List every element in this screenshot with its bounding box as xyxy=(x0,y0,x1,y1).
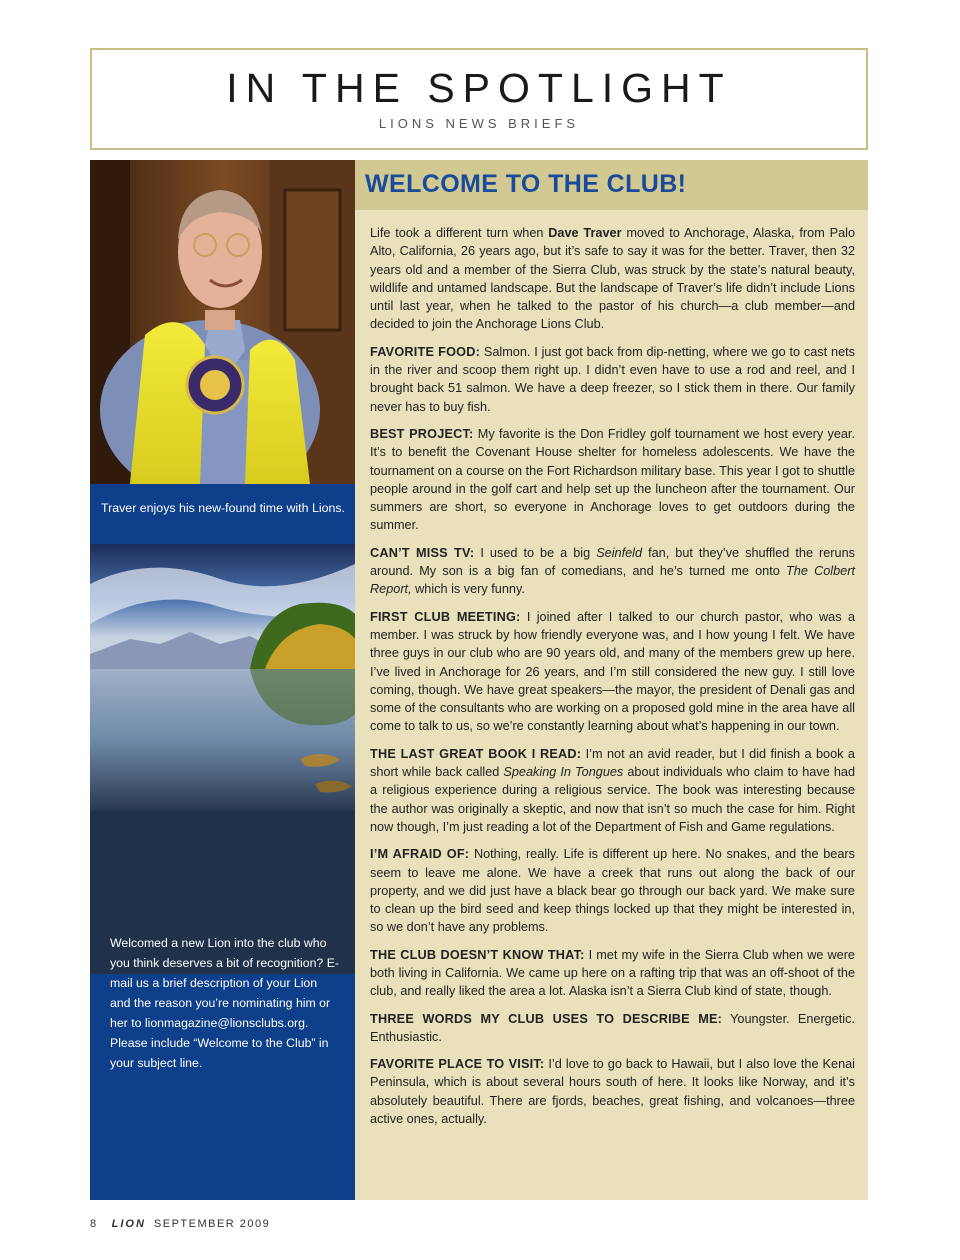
question-heading: FAVORITE PLACE TO VISIT: xyxy=(370,1057,545,1072)
section-subtitle: LIONS NEWS BRIEFS xyxy=(378,116,580,131)
afraid-of-paragraph: I’M AFRAID OF: Nothing, really. Life is different up here. No snakes, and the bears seem to leave me alone. We have a creek that runs out along the back of our property, and we did just have a black bear go through our back yard. We make sure to clean up the bird seed and keep things locked up that they might be interested in, so we don’t have any problems. xyxy=(370,847,855,935)
article-body xyxy=(370,224,855,1137)
first-club-meeting-paragraph: FIRST CLUB MEETING: I joined after I talked to our church pastor, who was a member. I was struck by how friendly everyone was, and I how young I felt. We have three guys in our club who are 90 years old, and many of the members grew up here. I’ve lived in Anchorage for 26 years, and I’m still considered the new guy. I still love coming, though. We have great speakers—the mayor, the president of Denali gas and some of the consultants who are working on a proposed gold mine in the area have all come to talk to us, so we’re constantly learning about what’s happening in our town. xyxy=(370,609,856,734)
three-words-paragraph: THREE WORDS MY CLUB USES TO DESCRIBE ME: Youngster. Energetic. Enthusiastic. xyxy=(370,1011,855,1044)
article-title: WELCOME TO THE CLUB! xyxy=(365,170,687,198)
section-header xyxy=(90,48,868,150)
person-name: Dave Traver xyxy=(548,226,622,240)
best-project-paragraph: BEST PROJECT: My favorite is the Don Fridley golf tournament we host every year. It’s to benefit the Covenant House shelter for homeless adolescents. We have the tournament on a course on the Fort Richardson military base. This year I got to shuttle people around in the golf cart and help set up the luncheon after the tournament. Our summers are short, so everyone in Anchorage loves to get outdoors during the summer. xyxy=(370,426,855,533)
cant-miss-tv-paragraph: CAN’T MISS TV: I used to be a big Seinfeld fan, but they’ve shuffled the reruns around. My son is a big fan of comedians, and he’s turned me onto The Colbert Report, which is very funny. xyxy=(370,545,855,597)
question-heading: FAVORITE FOOD: xyxy=(370,344,481,359)
question-heading: FIRST CLUB MEETING: xyxy=(370,609,521,624)
promo-text: Welcomed a new Lion into the club who you think deserves a bit of recognition? E-mail us a brief description of your Lion and the reason you’re nominating him or her to lionmagazine@lionsclubs.org. Please include “Welcome to the Club” in your subject line. xyxy=(110,936,339,1070)
page-footer xyxy=(90,1218,270,1230)
favorite-place-paragraph: FAVORITE PLACE TO VISIT: I’d love to go back to Hawaii, but I also love the Kenai Peninsula, which is about several hours south of here. It looks like Norway, and it’s absolutely beautiful. There are fjords, beaches, great fishing, and volcanoes—three active ones, actually. xyxy=(370,1057,855,1127)
magazine-name: LION xyxy=(111,1218,146,1230)
question-heading: THREE WORDS MY CLUB USES TO DESCRIBE ME: xyxy=(370,1011,723,1026)
intro-paragraph: Life took a different turn when Dave Traver moved to Anchorage, Alaska, from Palo Alto, California, 26 years ago, but it’s safe to say it was for the better. Traver, then 32 years old and a member of the Sierra Club, was struck by the state’s natural beauty, wildlife and untamed landscape. But the landscape of Traver’s life didn’t include Lions until last year, when he talked to the pastor of his church—a club member—and decided to join the Anchorage Lions Club. xyxy=(370,226,855,332)
question-heading: I’M AFRAID OF: xyxy=(370,847,470,862)
sidebar-column xyxy=(90,160,355,1200)
photo-caption: Traver enjoys his new-found time with Lions. xyxy=(100,501,346,515)
section-title: IN THE SPOTLIGHT xyxy=(226,65,732,111)
last-great-book-paragraph: THE LAST GREAT BOOK I READ: I’m not an avid reader, but I did finish a book a short while back called Speaking In Tongues about individuals who claim to have had a religious experience during a religious service. The book was interesting because the author was originally a skeptic, and now that isn’t so much the case for him. Right now though, I’m just reading a lot of the Department of Fish and Game regulations. xyxy=(370,746,856,834)
question-heading: THE LAST GREAT BOOK I READ: xyxy=(370,746,582,761)
article-column xyxy=(355,160,868,1200)
question-heading: CAN’T MISS TV: xyxy=(370,545,475,560)
question-heading: BEST PROJECT: xyxy=(370,426,474,441)
question-heading: THE CLUB DOESN’T KNOW THAT: xyxy=(370,947,585,962)
landscape-photo xyxy=(90,544,355,974)
article-title-bar xyxy=(355,160,868,210)
portrait-photo xyxy=(90,160,355,484)
issue-date: SEPTEMBER 2009 xyxy=(153,1218,271,1230)
page-number: 8 xyxy=(90,1218,98,1230)
club-doesnt-know-paragraph: THE CLUB DOESN’T KNOW THAT: I met my wife in the Sierra Club when we were both living in California. We came up here on a rafting trip that was an off-shoot of the club, and really liked the area a lot. Alaska isn’t a Sierra Club kind of state, though. xyxy=(370,947,855,999)
favorite-food-paragraph: FAVORITE FOOD: Salmon. I just got back from dip-netting, where we go to cast nets in the river and scoop them right up. I didn’t even have to use a rod and reel, and I brought back 51 salmon. We have a deep freezer, so I stick them in there. Our family never has to buy fish. xyxy=(370,344,855,414)
